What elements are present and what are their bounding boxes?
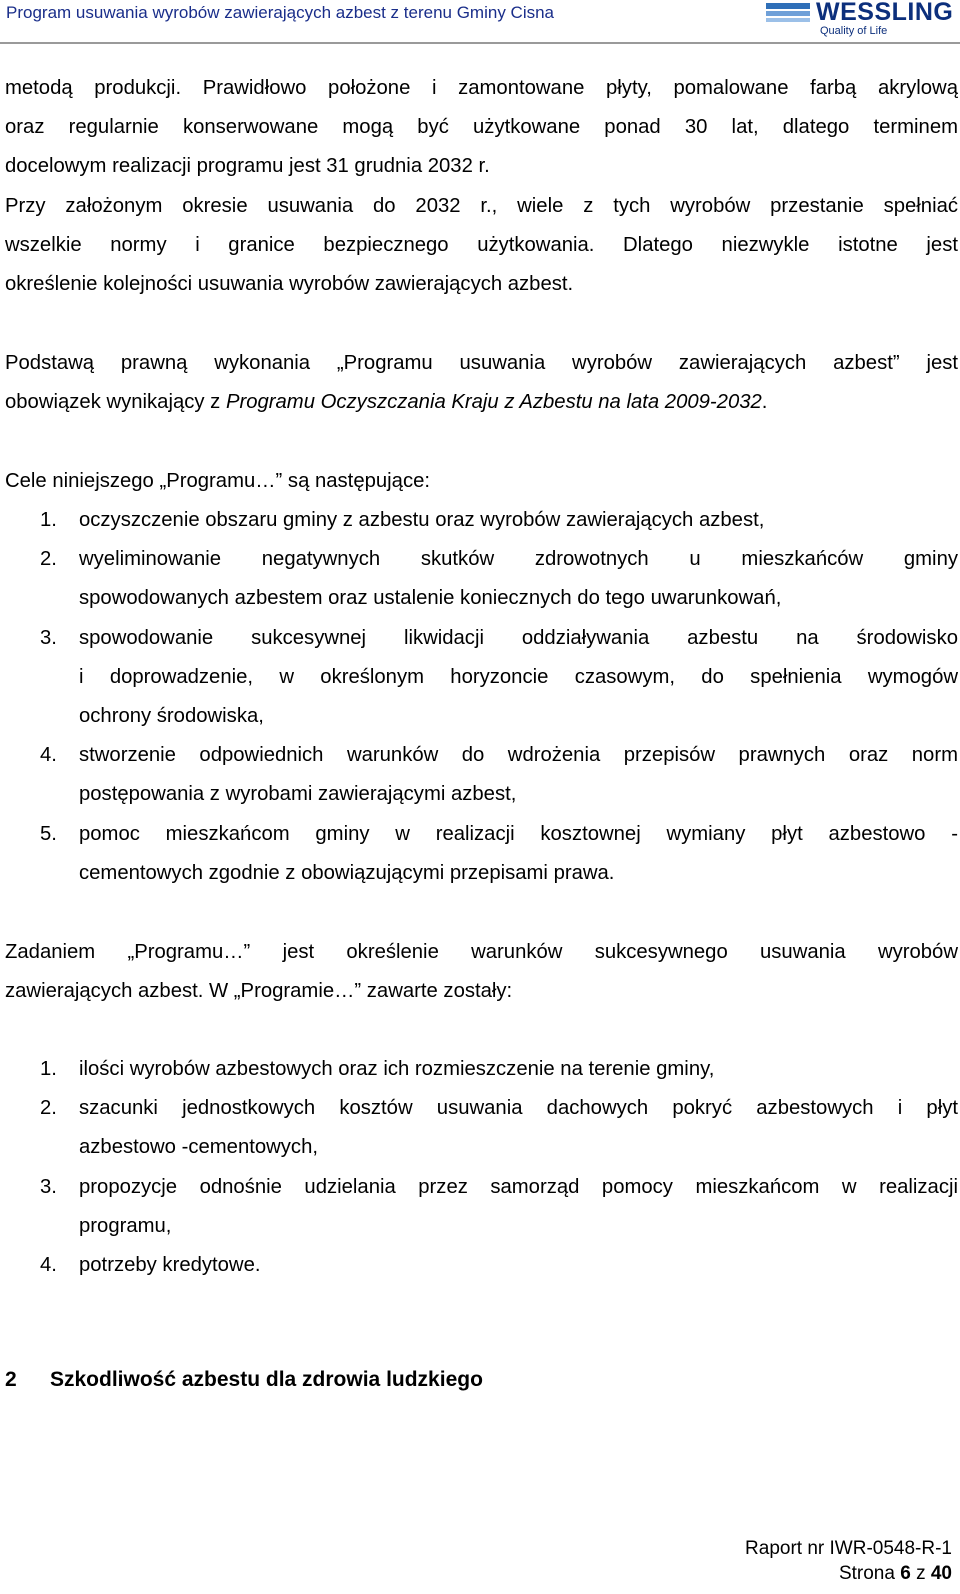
section-title: Szkodliwość azbestu dla zdrowia ludzkiego	[50, 1368, 483, 1391]
paragraph-line: oraz regularnie konserwowane mogą być użytkowane ponad 30 lat, dlatego terminem	[5, 116, 958, 138]
list-item-number: 4.	[40, 1254, 57, 1276]
program-reference: Programu Oczyszczania Kraju z Azbestu na lata 2009-2032	[225, 391, 762, 413]
list-item-number: 5.	[40, 823, 57, 845]
paragraph-line: Przy założonym okresie usuwania do 2032 r., wiele z tych wyrobów przestanie spełniać	[5, 195, 958, 217]
list-item-continuation: cementowych zgodnie z obowiązującymi przepisami prawa.	[79, 862, 615, 884]
page-header	[0, 0, 960, 44]
section-number: 2	[5, 1368, 17, 1391]
list-item-continuation: programu,	[79, 1215, 172, 1237]
logo-waves-icon	[766, 2, 814, 28]
list-item-continuation: postępowania z wyrobami zawierającymi azbest,	[79, 783, 517, 805]
list-item: wyeliminowanie negatywnych skutków zdrowotnych u mieszkańców gminy	[79, 548, 958, 570]
paragraph-line: wszelkie normy i granice bezpiecznego użytkowania. Dlatego niezwykle istotne jest	[5, 234, 958, 256]
list-item-number: 3.	[40, 1176, 57, 1198]
paragraph-line: zawierających azbest. W „Programie…” zawarte zostały:	[5, 980, 513, 1002]
current-page: 6	[900, 1563, 911, 1584]
paragraph-line: metodą produkcji. Prawidłowo położone i zamontowane płyty, pomalowane farbą akrylową	[5, 77, 958, 99]
page-counter: Strona 6 z 40	[838, 1563, 952, 1584]
goals-intro: Cele niniejszego „Programu…” są następujące:	[5, 470, 430, 492]
list-item-number: 1.	[40, 1058, 57, 1080]
logo-wordmark: WESSLING	[816, 0, 954, 26]
list-item: pomoc mieszkańcom gminy w realizacji kosztownej wymiany płyt azbestowo -	[79, 823, 958, 845]
list-item: szacunki jednostkowych kosztów usuwania dachowych pokryć azbestowych i płyt	[79, 1097, 958, 1119]
list-item-continuation: azbestowo -cementowych,	[79, 1136, 318, 1158]
paragraph-line: docelowym realizacji programu jest 31 grudnia 2032 r.	[5, 155, 490, 177]
list-item: spowodowanie sukcesywnej likwidacji oddziaływania azbestu na środowisko	[79, 627, 958, 649]
list-item-number: 3.	[40, 627, 57, 649]
list-item: stworzenie odpowiednich warunków do wdrożenia przepisów prawnych oraz norm	[79, 744, 958, 766]
list-item-number: 2.	[40, 548, 57, 570]
list-item-continuation: ochrony środowiska,	[79, 705, 264, 727]
list-item: oczyszczenie obszaru gminy z azbestu oraz wyrobów zawierających azbest,	[79, 509, 765, 531]
total-pages: 40	[930, 1563, 952, 1584]
paragraph-line: Podstawą prawną wykonania „Programu usuwania wyrobów zawierających azbest” jest	[5, 352, 958, 374]
document-title: Program usuwania wyrobów zawierających azbest z terenu Gminy Cisna	[6, 3, 555, 22]
list-item-continuation: spowodowanych azbestem oraz ustalenie koniecznych do tego uwarunkowań,	[79, 587, 782, 609]
report-number: Raport nr IWR-0548-R-1	[745, 1538, 952, 1559]
logo-tagline: Quality of Life	[820, 25, 888, 37]
list-item-number: 1.	[40, 509, 57, 531]
section-heading	[5, 1367, 483, 1393]
header-divider	[0, 42, 960, 44]
paragraph-line: obowiązek wynikający z Programu Oczyszczania Kraju z Azbestu na lata 2009-2032.	[5, 391, 768, 413]
list-item-number: 2.	[40, 1097, 57, 1119]
paragraph-line: Zadaniem „Programu…” jest określenie warunków sukcesywnego usuwania wyrobów	[5, 941, 958, 963]
list-item: ilości wyrobów azbestowych oraz ich rozmieszczenie na terenie gminy,	[79, 1058, 715, 1080]
list-item: potrzeby kredytowe.	[79, 1254, 261, 1276]
list-item-continuation: i doprowadzenie, w określonym horyzoncie czasowym, do spełnienia wymogów	[79, 666, 958, 688]
paragraph-line: określenie kolejności usuwania wyrobów zawierających azbest.	[5, 273, 574, 295]
list-item-number: 4.	[40, 744, 57, 766]
wessling-logo	[766, 0, 958, 44]
list-item: propozycje odnośnie udzielania przez samorząd pomocy mieszkańcom w realizacji	[79, 1176, 958, 1198]
